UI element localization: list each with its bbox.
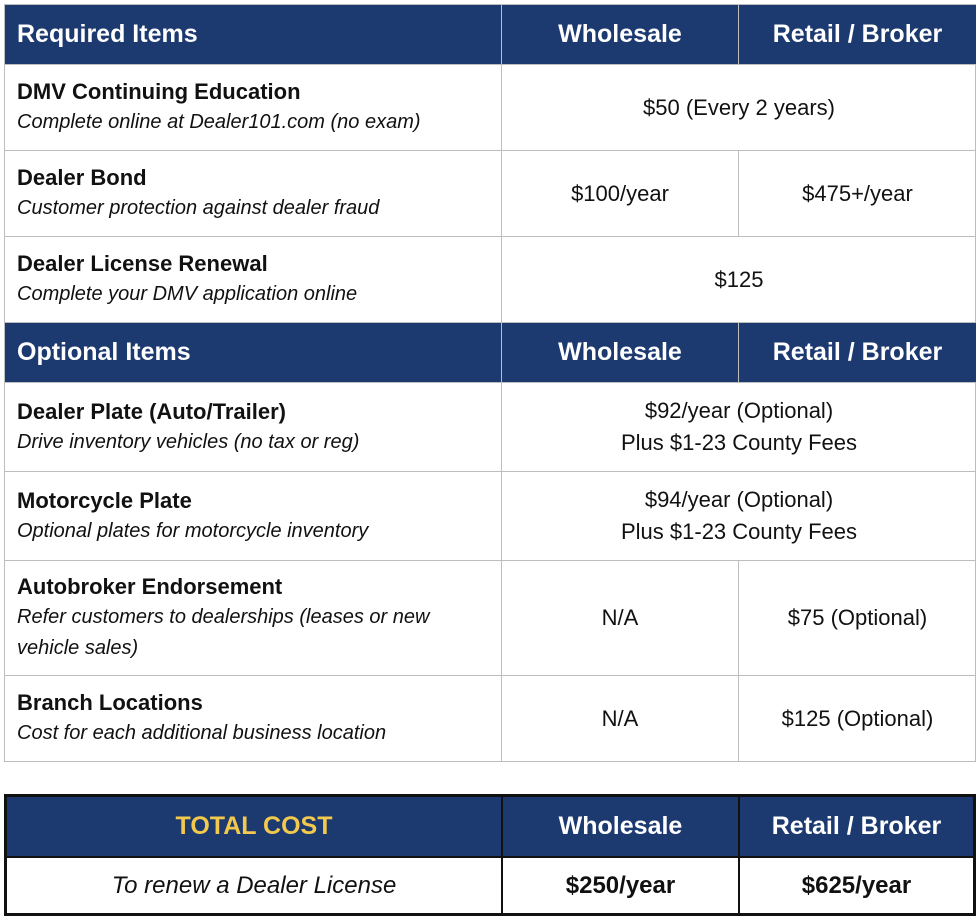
item-description: Complete online at Dealer101.com (no exam) bbox=[17, 111, 421, 133]
cost-value: N/A bbox=[601, 605, 639, 630]
wholesale-total bbox=[501, 856, 738, 913]
cost-value: $125 bbox=[714, 266, 764, 292]
item-title: Dealer Plate (Auto/Trailer) bbox=[17, 398, 286, 424]
wholesale-header-label: Wholesale bbox=[558, 20, 682, 48]
cost-value: $50 (Every 2 years) bbox=[643, 94, 835, 120]
item-title: Autobroker Endorsement bbox=[17, 574, 283, 599]
item-cost bbox=[501, 236, 976, 322]
optional-items-header bbox=[4, 322, 501, 382]
wholesale-column-header bbox=[501, 797, 738, 856]
cost-value: $475+/year bbox=[802, 180, 913, 206]
item-cost bbox=[501, 382, 976, 471]
total-value: $250/year bbox=[565, 871, 676, 899]
item-description: Customer protection against dealer fraud bbox=[17, 197, 380, 219]
wholesale-column-header bbox=[501, 322, 738, 382]
table-row-label bbox=[4, 236, 501, 322]
cost-value: $92/year (Optional) bbox=[644, 398, 834, 423]
item-description: Refer customers to dealerships (leases or new bbox=[17, 606, 430, 628]
cost-value: $100/year bbox=[571, 180, 669, 206]
total-cost-label bbox=[7, 797, 501, 856]
table-row-label bbox=[4, 471, 501, 560]
wholesale-header-label: Wholesale bbox=[558, 338, 682, 366]
wholesale-cost bbox=[501, 560, 738, 675]
retail-cost bbox=[738, 150, 976, 236]
item-description: Drive inventory vehicles (no tax or reg) bbox=[17, 430, 360, 453]
retail-broker-header-label: Retail / Broker bbox=[771, 812, 942, 840]
total-value: $625/year bbox=[801, 871, 912, 899]
total-note-text: To renew a Dealer License bbox=[111, 871, 397, 899]
item-description-continued: vehicle sales) bbox=[17, 637, 139, 659]
retail-broker-header-label: Retail / Broker bbox=[772, 338, 943, 366]
retail-cost bbox=[738, 560, 976, 675]
cost-value: N/A bbox=[601, 705, 639, 731]
wholesale-header-label: Wholesale bbox=[558, 812, 683, 840]
table-row-label bbox=[4, 150, 501, 236]
retail-total bbox=[738, 856, 973, 913]
item-title: Motorcycle Plate bbox=[17, 487, 192, 513]
item-cost bbox=[501, 64, 976, 150]
retail-broker-column-header bbox=[738, 797, 973, 856]
retail-cost bbox=[738, 675, 976, 761]
item-description: Cost for each additional business location bbox=[17, 722, 387, 744]
table-row-label bbox=[4, 382, 501, 471]
total-cost-table bbox=[4, 794, 976, 916]
cost-value: $125 (Optional) bbox=[781, 705, 934, 731]
item-title: Branch Locations bbox=[17, 690, 203, 715]
county-fees-note: Plus $1-23 County Fees bbox=[620, 519, 858, 544]
retail-broker-header-label: Retail / Broker bbox=[772, 20, 943, 48]
item-description: Optional plates for motorcycle inventory bbox=[17, 519, 369, 542]
retail-broker-column-header bbox=[738, 4, 976, 64]
wholesale-cost bbox=[501, 150, 738, 236]
required-items-title: Required Items bbox=[17, 20, 198, 48]
table-row-label bbox=[4, 675, 501, 761]
cost-value: $75 (Optional) bbox=[787, 605, 928, 630]
wholesale-cost bbox=[501, 675, 738, 761]
total-cost-title: TOTAL COST bbox=[175, 812, 333, 840]
county-fees-note: Plus $1-23 County Fees bbox=[620, 430, 858, 455]
total-note bbox=[7, 856, 501, 913]
item-description: Complete your DMV application online bbox=[17, 283, 358, 305]
retail-broker-column-header bbox=[738, 322, 976, 382]
cost-value: $94/year (Optional) bbox=[644, 487, 834, 512]
item-cost bbox=[501, 471, 976, 560]
optional-items-title: Optional Items bbox=[17, 338, 191, 366]
table-row-label bbox=[4, 560, 501, 675]
item-title: DMV Continuing Education bbox=[17, 79, 301, 104]
cost-table bbox=[4, 4, 976, 762]
item-title: Dealer License Renewal bbox=[17, 251, 268, 276]
table-row-label bbox=[4, 64, 501, 150]
required-items-header bbox=[4, 4, 501, 64]
wholesale-column-header bbox=[501, 4, 738, 64]
item-title: Dealer Bond bbox=[17, 165, 147, 190]
